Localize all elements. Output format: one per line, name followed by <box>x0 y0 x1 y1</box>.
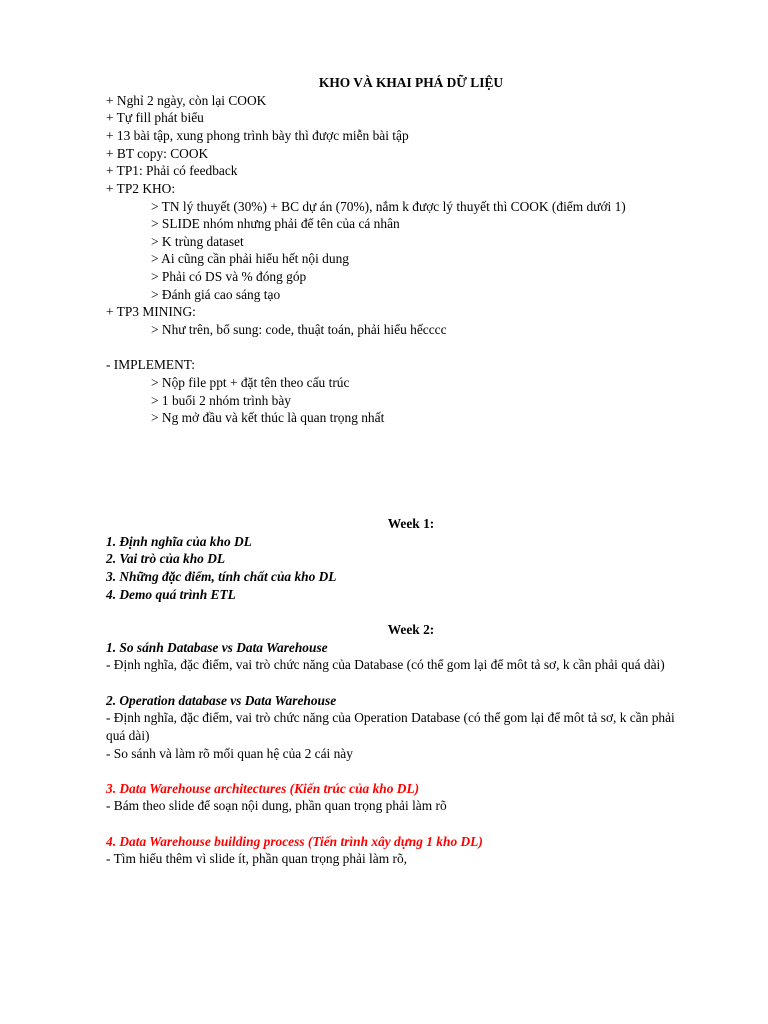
note-line: + Nghỉ 2 ngày, còn lại COOK <box>106 93 267 108</box>
week1-item: 2. Vai trò của kho DL <box>106 551 226 566</box>
note-line: + Tự fill phát biểu <box>106 110 204 125</box>
tp2-item: > Ai cũng cần phải hiểu hết nội dung <box>151 251 349 266</box>
tp3-label: + TP3 MINING: <box>106 304 196 319</box>
note-line: + TP2 KHO: <box>106 181 176 196</box>
tp2-item: > SLIDE nhóm nhưng phải để tên của cá nhân <box>151 216 400 231</box>
week2-section-3-title: 3. Data Warehouse architectures (Kiến trúc của kho DL) <box>106 781 420 796</box>
note-line: + BT copy: COOK <box>106 146 209 161</box>
week2-section-2-text: quá dài) <box>106 728 150 743</box>
week2-section-1-title: 1. So sánh Database vs Data Warehouse <box>106 640 328 655</box>
week1-heading: Week 1: <box>387 516 435 531</box>
week1-item: 4. Demo quá trình ETL <box>106 587 236 602</box>
week2-heading: Week 2: <box>387 622 435 637</box>
document-title: KHO VÀ KHAI PHÁ DỮ LIỆU <box>318 75 504 90</box>
week2-section-2-text: - Định nghĩa, đặc điểm, vai trò chức năng của Operation Database (có thể gom lại để môt tả sơ, k cần phải <box>106 710 675 725</box>
tp2-item: > Đánh giá cao sáng tạo <box>151 287 281 302</box>
implement-label: - IMPLEMENT: <box>106 357 195 372</box>
week2-section-4-title: 4. Data Warehouse building process (Tiến trình xây dựng 1 kho DL) <box>106 834 483 849</box>
week2-section-1-text: - Định nghĩa, đặc điểm, vai trò chức năng của Database (có thể gom lại để môt tả sơ, k cần phải quá dài) <box>106 657 665 672</box>
tp2-item: > TN lý thuyết (30%) + BC dự án (70%), nắm k được lý thuyết thì COOK (điểm dưới 1) <box>151 199 626 214</box>
tp3-item: > Như trên, bổ sung: code, thuật toán, phải hiểu hếcccc <box>151 322 447 337</box>
note-line: + 13 bài tập, xung phong trình bày thì được miễn bài tập <box>106 128 409 143</box>
implement-item: > Ng mở đầu và kết thúc là quan trọng nhất <box>151 410 385 425</box>
tp2-item: > K trùng dataset <box>151 234 244 249</box>
implement-item: > Nộp file ppt + đặt tên theo cấu trúc <box>151 375 350 390</box>
week2-section-4-text: - Tìm hiểu thêm vì slide ít, phần quan trọng phải làm rõ, <box>106 851 407 866</box>
week2-section-3-text: - Bám theo slide để soạn nội dung, phần quan trọng phải làm rõ <box>106 798 447 813</box>
week1-item: 3. Những đặc điểm, tính chất của kho DL <box>106 569 337 584</box>
tp2-item: > Phải có DS và % đóng góp <box>151 269 307 284</box>
week1-item: 1. Định nghĩa của kho DL <box>106 534 252 549</box>
note-line: + TP1: Phải có feedback <box>106 163 238 178</box>
week2-section-2-title: 2. Operation database vs Data Warehouse <box>106 693 337 708</box>
week2-section-2-text: - So sánh và làm rõ mối quan hệ của 2 cái này <box>106 746 353 761</box>
implement-item: > 1 buổi 2 nhóm trình bày <box>151 393 291 408</box>
